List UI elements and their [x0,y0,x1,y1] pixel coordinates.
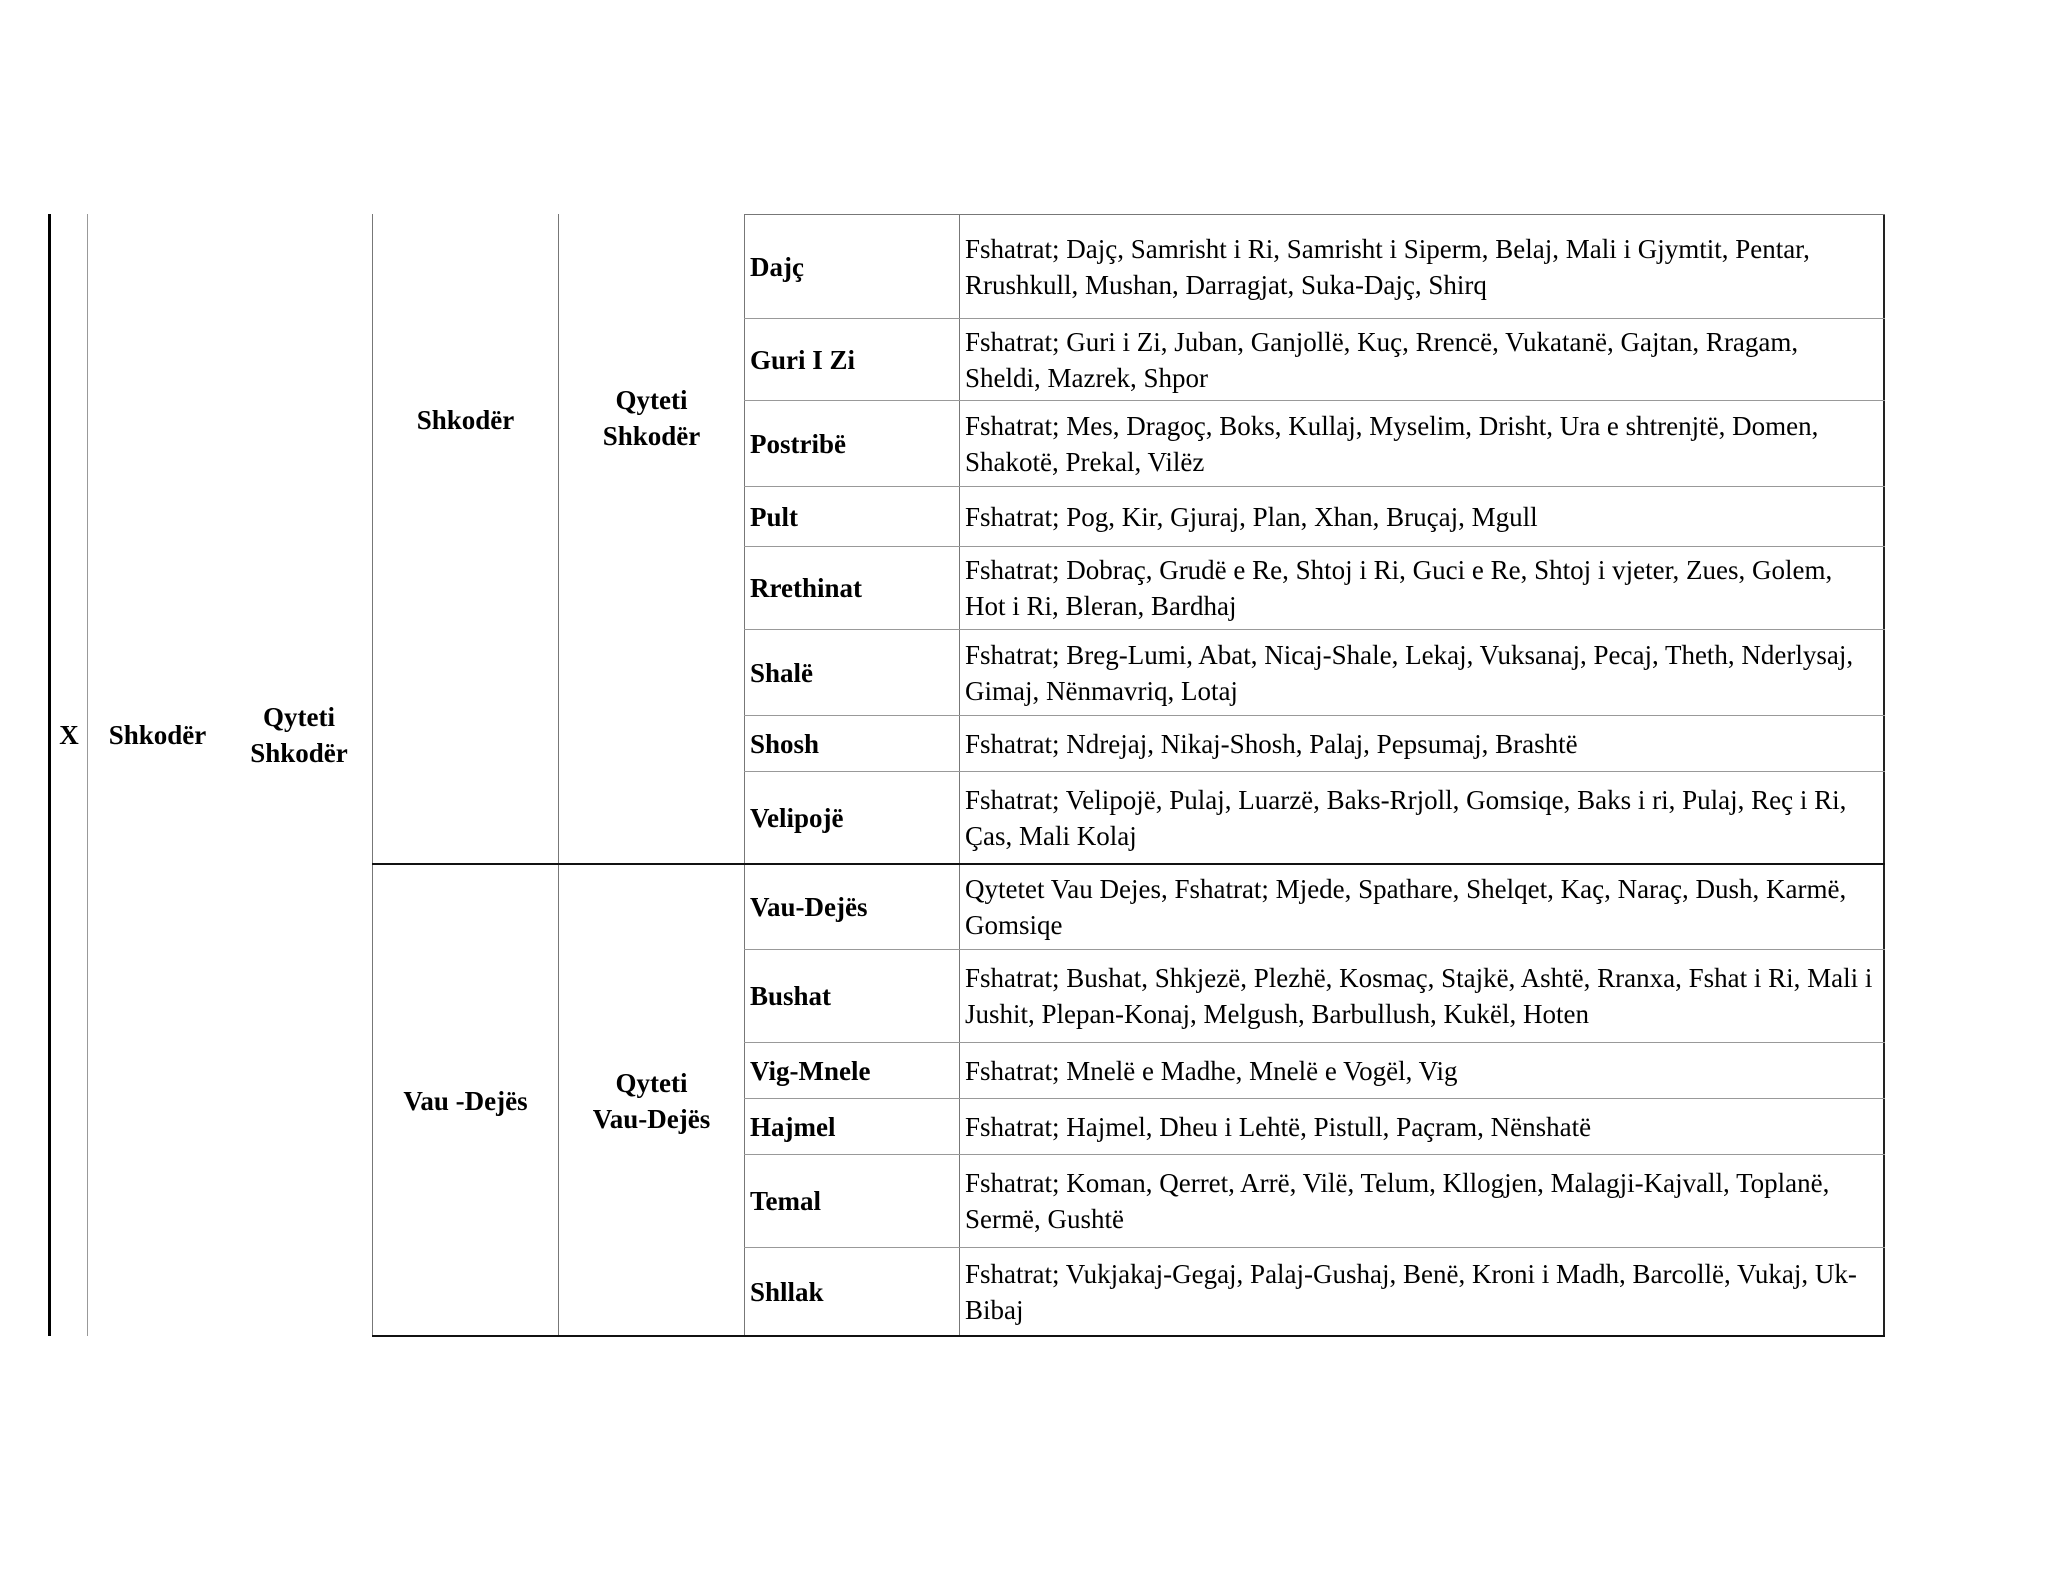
outer-divider [87,214,88,1336]
unit-villages: Fshatrat; Koman, Qerret, Arrë, Vilë, Telum, Kllogjen, Malagji-Kajvall, Toplanë, Sermë, Gushtë [965,1168,1830,1234]
outer-left-border [48,214,51,1336]
unit-villages: Fshatrat; Mnelë e Madhe, Mnelë e Vogël, Vig [965,1055,1458,1086]
district-name: Vau -Dejës [403,1086,528,1116]
unit-villages: Fshatrat; Velipojë, Pulaj, Luarzë, Baks-Rrjoll, Gomsiqe, Baks i ri, Pulaj, Reç i Ri, Ças, Mali Kolaj [965,784,1847,851]
unit-villages: Fshatrat; Dajç, Samrisht i Ri, Samrisht i Siperm, Belaj, Mali i Gjymtit, Pentar, Rrushkull, Mushan, Darragjat, Suka-Dajç, Shirq [965,233,1810,300]
district-city: Qyteti Shkodër [602,385,701,451]
unit-name: Dajç [750,251,804,282]
unit-villages: Fshatrat; Ndrejaj, Nikaj-Shosh, Palaj, Pepsumaj, Brashtë [965,728,1578,759]
grid-vline-right [1883,214,1885,1336]
unit-villages: Fshatrat; Hajmel, Dheu i Lehtë, Pistull, Paçram, Nënshatë [965,1111,1592,1142]
region-city: Qyteti Shkodër [250,702,348,768]
unit-villages: Fshatrat; Breg-Lumi, Abat, Nicaj-Shale, Lekaj, Vuksanaj, Pecaj, Theth, Nderlysaj, Gimaj, Nënmavriq, Lotaj [965,639,1854,706]
unit-name: Shosh [750,728,820,759]
unit-name: Shalë [750,657,814,688]
grid-vline-city [744,214,745,1336]
unit-name: Velipojë [750,802,844,833]
unit-villages: Fshatrat; Mes, Dragoç, Boks, Kullaj, Myselim, Drisht, Ura e shtrenjtë, Domen, Shakotë, Prekal, Vilëz [965,410,1819,477]
grid-hline-bottom [372,1335,1885,1337]
grid-vline-unit [959,214,960,1336]
unit-villages: Qytetet Vau Dejes, Fshatrat; Mjede, Spathare, Shelqet, Kaç, Naraç, Dush, Karmë, Gomsiqe [965,874,1847,940]
unit-villages: Fshatrat; Pog, Kir, Gjuraj, Plan, Xhan, Bruçaj, Mgull [965,501,1538,532]
grid-vline-left [372,214,373,1336]
unit-name: Temal [750,1186,822,1216]
unit-name: Vau-Dejës [750,892,868,922]
unit-name: Guri I Zi [750,344,856,375]
unit-villages: Fshatrat; Bushat, Shkjezë, Plezhë, Kosmaç, Stajkë, Ashtë, Rranxa, Fshat i Ri, Mali i Jushit, Plepan-Konaj, Melgush, Barbullush, Kukël, Hoten [965,963,1873,1029]
district-city: Qyteti Vau-Dejës [592,1068,711,1134]
unit-villages: Fshatrat; Guri i Zi, Juban, Ganjollë, Kuç, Rrencë, Vukatanë, Gajtan, Rragam, Sheldi, Mazrek, Shpor [965,326,1799,393]
row-number: X [59,720,79,750]
unit-name: Shllak [750,1276,824,1307]
unit-villages: Fshatrat; Vukjakaj-Gegaj, Palaj-Gushaj, Benë, Kroni i Madh, Barcollë, Vukaj, Uk-Bibaj [965,1258,1857,1325]
unit-villages: Fshatrat; Dobraç, Grudë e Re, Shtoj i Ri, Guci e Re, Shtoj i vjeter, Zues, Golem, Hot i Ri, Bleran, Bardhaj [965,555,1833,621]
unit-name: Hajmel [750,1111,836,1142]
unit-name: Pult [750,501,799,532]
district-name: Shkodër [416,405,515,435]
unit-name: Bushat [750,981,832,1011]
region-name: Shkodër [108,720,207,750]
unit-name: Vig-Mnele [750,1055,871,1086]
unit-name: Rrethinat [750,573,862,603]
unit-name: Postribë [750,428,846,459]
